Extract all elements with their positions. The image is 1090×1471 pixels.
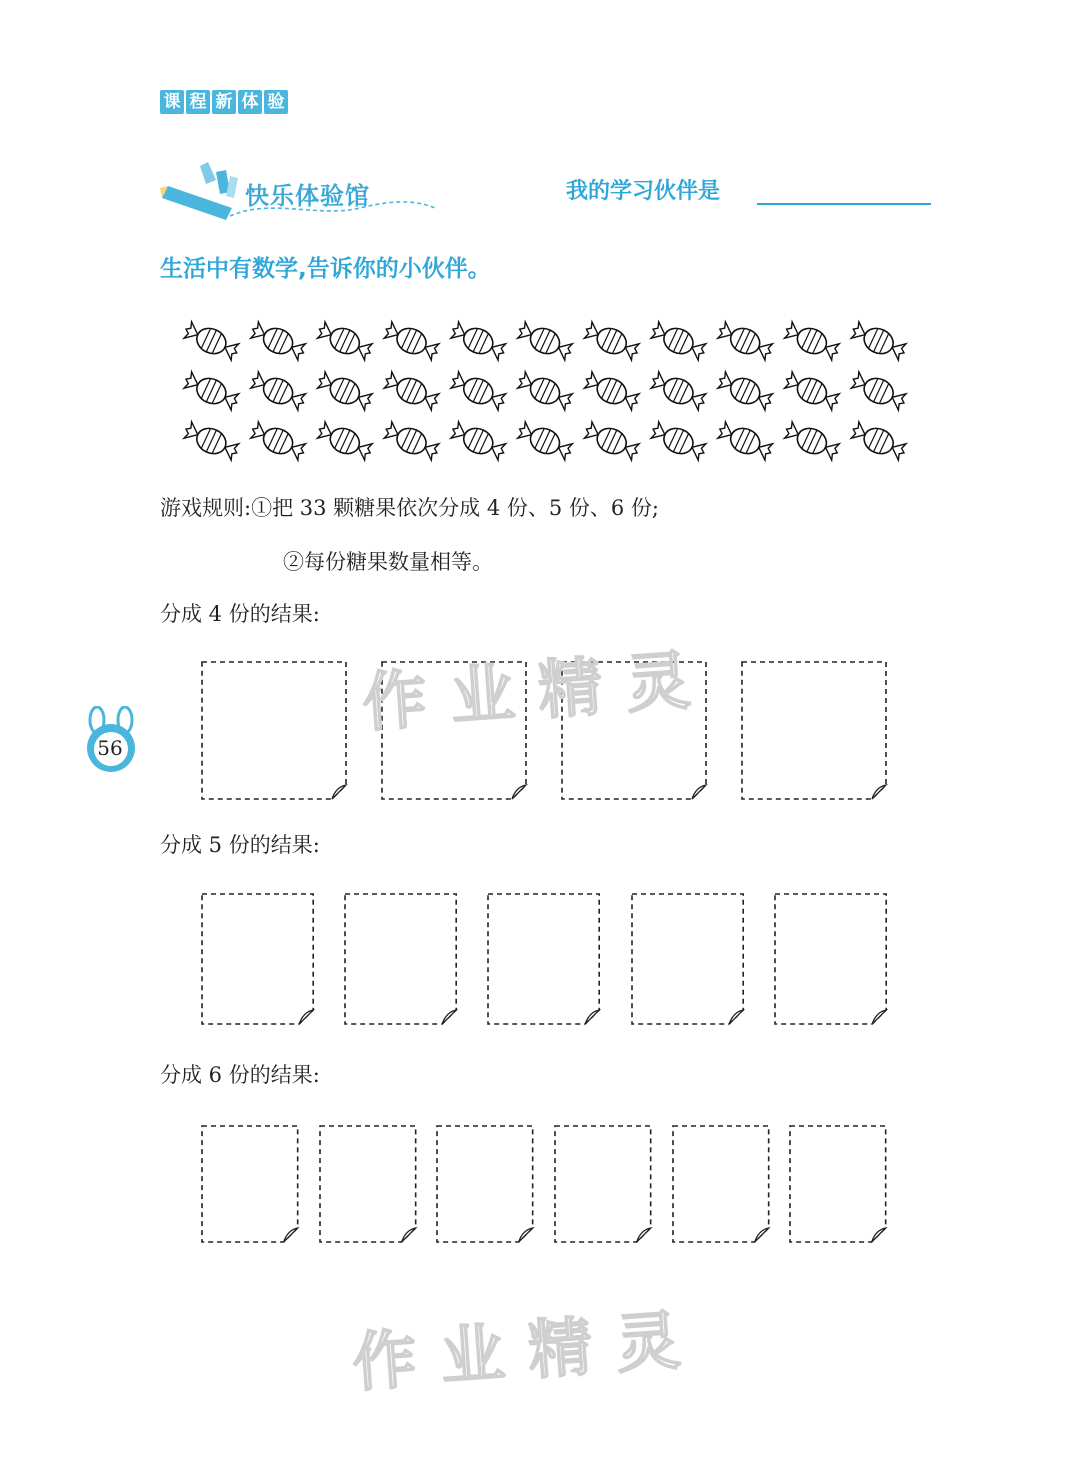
candy-icon xyxy=(181,418,242,463)
candy-icon xyxy=(581,368,642,413)
answer-box[interactable] xyxy=(788,1124,890,1248)
candy-icon xyxy=(848,418,909,463)
candy-icon xyxy=(581,318,642,363)
candy-icon xyxy=(248,368,309,413)
answer-box[interactable] xyxy=(773,892,890,1030)
candy-icon xyxy=(848,368,909,413)
watermark: 作业精灵 xyxy=(360,642,717,742)
answer-box[interactable] xyxy=(200,660,350,805)
header-char: 课 xyxy=(160,90,184,114)
candy-icon xyxy=(448,368,509,413)
answer-box[interactable] xyxy=(740,660,890,805)
candy-icon xyxy=(515,368,576,413)
candy-icon xyxy=(648,318,709,363)
intro-text: 生活中有数学,告诉你的小伙伴。 xyxy=(160,256,491,282)
candy-icon xyxy=(581,418,642,463)
candy-icon xyxy=(848,318,909,363)
section-title: 快乐体验馆 xyxy=(245,182,370,210)
candy-icon xyxy=(715,418,776,463)
candy-icon xyxy=(715,368,776,413)
course-header xyxy=(160,90,288,114)
candy-icon xyxy=(515,318,576,363)
candy-icon xyxy=(181,318,242,363)
header-char: 验 xyxy=(264,90,288,114)
partner-blank[interactable] xyxy=(757,203,931,205)
rule-line-2: ②每份糖果数量相等。 xyxy=(283,550,493,574)
candy-icon xyxy=(515,418,576,463)
answer-box[interactable] xyxy=(630,892,747,1030)
answer-box[interactable] xyxy=(200,892,317,1030)
header-char: 体 xyxy=(238,90,262,114)
candy-icon xyxy=(381,318,442,363)
page-number: 56 xyxy=(97,736,123,760)
section-logo xyxy=(160,158,440,226)
candy-icon xyxy=(781,368,842,413)
candy-icon xyxy=(181,368,242,413)
answer-box[interactable] xyxy=(200,1124,302,1248)
rule-line-1: 游戏规则:①把 33 颗糖果依次分成 4 份、5 份、6 份; xyxy=(160,496,660,520)
answer-row-5 xyxy=(200,892,890,1030)
answer-box[interactable] xyxy=(343,892,460,1030)
candy-icon xyxy=(781,418,842,463)
candy-grid xyxy=(178,316,912,466)
watermark: 作业精灵 xyxy=(350,1302,707,1402)
candy-icon xyxy=(781,318,842,363)
candy-icon xyxy=(648,418,709,463)
candy-icon xyxy=(648,368,709,413)
candy-icon xyxy=(248,318,309,363)
header-char: 新 xyxy=(212,90,236,114)
answer-box[interactable] xyxy=(486,892,603,1030)
candy-icon xyxy=(248,418,309,463)
candy-icon xyxy=(314,418,375,463)
candy-icon xyxy=(314,368,375,413)
group-label-6: 分成 6 份的结果: xyxy=(160,1063,320,1087)
answer-box[interactable] xyxy=(671,1124,773,1248)
group-label-5: 分成 5 份的结果: xyxy=(160,833,320,857)
header-char: 程 xyxy=(186,90,210,114)
candy-icon xyxy=(448,418,509,463)
partner-label: 我的学习伙伴是 xyxy=(566,179,721,204)
answer-box[interactable] xyxy=(553,1124,655,1248)
answer-box[interactable] xyxy=(435,1124,537,1248)
candy-icon xyxy=(448,318,509,363)
candy-icon xyxy=(381,368,442,413)
candy-icon xyxy=(715,318,776,363)
candy-icon xyxy=(381,418,442,463)
page-badge xyxy=(82,706,142,776)
answer-row-6 xyxy=(200,1124,890,1248)
candy-icon xyxy=(314,318,375,363)
answer-box[interactable] xyxy=(318,1124,420,1248)
group-label-4: 分成 4 份的结果: xyxy=(160,602,320,626)
